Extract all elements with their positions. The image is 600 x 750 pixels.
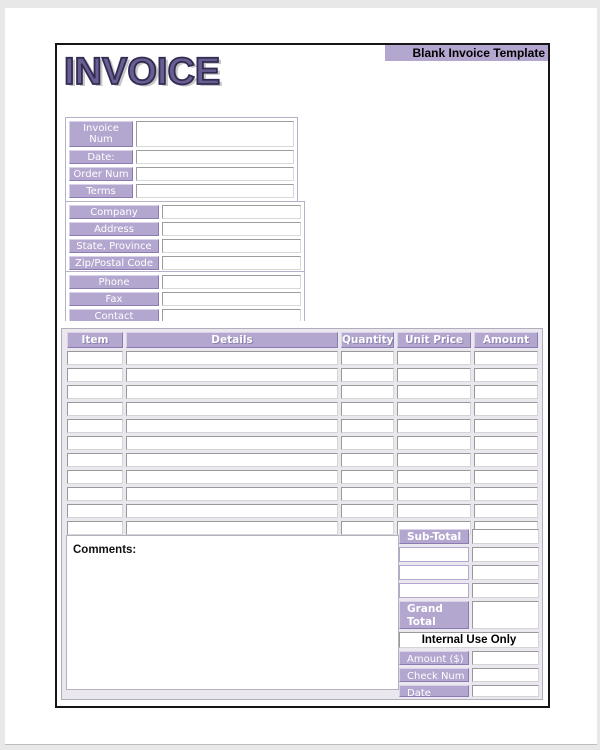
check-num-row [399,668,539,682]
item-cell[interactable] [474,453,538,467]
item-cell[interactable] [67,385,123,399]
check-date-label: Date [399,685,469,697]
items-table-body [62,351,542,535]
item-row [62,470,542,484]
item-row [62,385,542,399]
item-cell[interactable] [341,436,394,450]
company-row [69,205,301,219]
subtotal-field[interactable] [472,529,539,544]
item-row [62,504,542,518]
item-row [62,351,542,365]
item-cell[interactable] [67,368,123,382]
terms-field[interactable] [136,184,294,198]
item-cell[interactable] [341,470,394,484]
item-cell[interactable] [474,419,538,433]
item-cell[interactable] [126,402,338,416]
grand-total-row [399,601,539,629]
item-cell[interactable] [397,436,471,450]
totals-right-cell[interactable] [472,583,539,598]
item-cell[interactable] [67,419,123,433]
grand-total-label: Grand Total [399,601,469,629]
item-cell[interactable] [474,487,538,501]
item-cell[interactable] [474,351,538,365]
company-label: Company [69,205,159,219]
company-info-box [65,201,305,274]
item-row [62,419,542,433]
item-cell[interactable] [474,470,538,484]
item-cell[interactable] [126,368,338,382]
order-num-label: Order Num [69,167,133,181]
item-cell[interactable] [67,453,123,467]
totals-blank-row [399,583,539,598]
item-cell[interactable] [397,402,471,416]
item-cell[interactable] [126,351,338,365]
item-cell[interactable] [341,521,394,535]
amount-field[interactable] [472,651,539,665]
item-row [62,487,542,501]
col-header-quantity: Quantity [342,334,394,346]
invoice-info-box [65,117,298,202]
item-cell[interactable] [67,470,123,484]
address-row [69,222,301,236]
totals-left-cell[interactable] [399,565,469,580]
zip-postal-label: Zip/Postal Code [69,256,159,270]
item-cell[interactable] [341,419,394,433]
items-section [61,328,543,700]
totals-right-cell[interactable] [472,547,539,562]
item-cell[interactable] [67,487,123,501]
col-header-amount: Amount [474,332,538,348]
item-cell[interactable] [397,351,471,365]
check-date-row [399,685,539,697]
item-row [62,368,542,382]
item-cell[interactable] [67,521,123,535]
item-cell[interactable] [341,368,394,382]
phone-label: Phone [69,275,159,289]
subtotal-row [399,529,539,544]
date-label: Date: [69,150,133,164]
contact-row [69,309,301,321]
item-cell[interactable] [474,436,538,450]
item-cell[interactable] [474,368,538,382]
template-banner: Blank Invoice Template [385,45,548,61]
address-label: Address [69,222,159,236]
check-date-field[interactable] [472,685,539,697]
item-cell[interactable] [397,487,471,501]
check-num-label: Check Num [399,668,469,682]
address-field[interactable] [162,222,301,236]
order-num-row [69,167,294,181]
item-cell[interactable] [67,402,123,416]
item-cell[interactable] [341,402,394,416]
item-cell[interactable] [341,487,394,501]
item-cell[interactable] [126,487,338,501]
item-cell[interactable] [126,385,338,399]
items-table-header [62,329,542,348]
item-cell[interactable] [474,385,538,399]
state-province-field[interactable] [162,239,301,253]
item-cell[interactable] [397,385,471,399]
terms-label: Terms [69,184,133,198]
item-cell[interactable] [397,368,471,382]
date-field[interactable] [136,150,294,164]
comments-label: Comments: [73,544,137,556]
contact-field[interactable] [162,309,301,321]
terms-row [69,184,294,198]
item-cell[interactable] [474,504,538,518]
item-cell[interactable] [67,436,123,450]
fax-row [69,292,301,306]
item-cell[interactable] [126,419,338,433]
item-cell[interactable] [67,351,123,365]
col-header-item: Item [67,332,123,348]
totals-left-cell[interactable] [399,583,469,598]
totals-column [399,529,539,700]
item-row [62,402,542,416]
totals-blank-row [399,565,539,580]
invoice-num-field[interactable] [136,121,294,147]
zip-postal-field[interactable] [162,256,301,270]
item-row [62,436,542,450]
invoice-num-label: Invoice Num [69,121,133,147]
item-cell[interactable] [126,521,338,535]
item-cell[interactable] [126,504,338,518]
item-cell[interactable] [341,453,394,467]
item-cell[interactable] [341,504,394,518]
amount-row [399,651,539,665]
totals-right-cell[interactable] [472,565,539,580]
zip-postal-row [69,256,301,270]
item-cell[interactable] [341,351,394,365]
phone-row [69,275,301,289]
item-cell[interactable] [397,470,471,484]
invoice-title: INVOICE [64,51,221,93]
invoice-template-card [55,43,550,708]
grand-total-field[interactable] [472,601,539,629]
order-num-field[interactable] [136,167,294,181]
item-cell[interactable] [397,419,471,433]
item-row [62,453,542,467]
col-header-unit-price: Unit Price [397,332,471,348]
item-cell[interactable] [397,453,471,467]
totals-left-cell[interactable] [399,547,469,562]
item-cell[interactable] [126,470,338,484]
comments-box[interactable] [66,535,399,690]
contact-info-box [65,271,305,321]
col-header-details: Details [126,332,338,348]
state-province-label: State, Province [69,239,159,253]
subtotal-label: Sub-Total [399,529,469,544]
totals-blank-rows [399,547,539,598]
contact-label: Contact [69,309,159,321]
phone-field[interactable] [162,275,301,289]
invoice-num-row [69,121,294,147]
document-page [5,8,597,745]
item-cell[interactable] [67,504,123,518]
totals-blank-row [399,547,539,562]
item-cell[interactable] [397,504,471,518]
item-cell[interactable] [474,402,538,416]
date-row [69,150,294,164]
check-num-field[interactable] [472,668,539,682]
fax-label: Fax [69,292,159,306]
item-cell[interactable] [126,436,338,450]
fax-field[interactable] [162,292,301,306]
item-cell[interactable] [341,385,394,399]
state-province-row [69,239,301,253]
internal-use-banner: Internal Use Only [399,632,539,648]
amount-label: Amount ($) [399,651,469,665]
item-cell[interactable] [126,453,338,467]
company-field[interactable] [162,205,301,219]
